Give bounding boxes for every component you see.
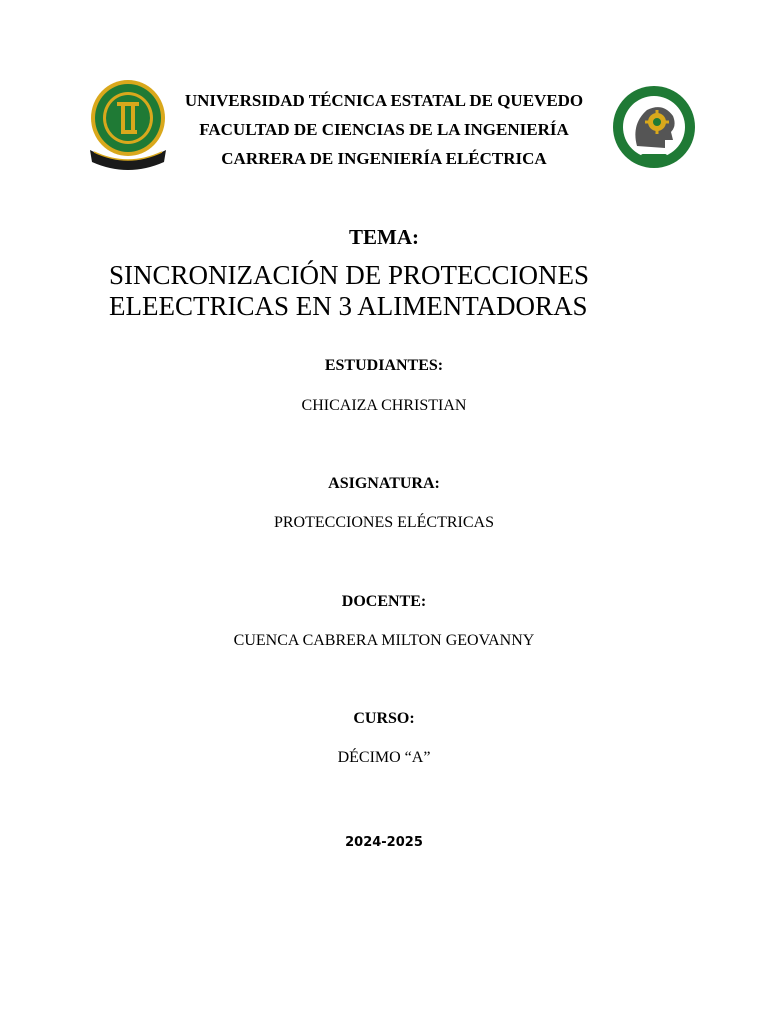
tema-title (109, 260, 729, 322)
asignatura-value: PROTECCIONES ELÉCTRICAS (273, 514, 494, 531)
curso-label: CURSO: (353, 710, 415, 727)
document-header (0, 78, 768, 178)
asignatura-label: ASIGNATURA: (328, 475, 440, 492)
docente-label: DOCENTE: (341, 593, 427, 610)
academic-year: 2024-2025 (345, 835, 423, 850)
faculty-name: FACULTAD DE CIENCIAS DE LA INGENIERÍA (199, 120, 569, 139)
estudiantes-value: CHICAIZA CHRISTIAN (301, 397, 467, 414)
career-name: CARRERA DE INGENIERÍA ELÉCTRICA (221, 149, 547, 168)
tema-label: TEMA: (349, 225, 419, 249)
university-name: UNIVERSIDAD TÉCNICA ESTATAL DE QUEVEDO (184, 91, 584, 110)
tema-title-line1: SINCRONIZACIÓN DE PROTECCIONES (109, 260, 590, 290)
institution-block (170, 86, 598, 173)
estudiantes-label: ESTUDIANTES: (324, 357, 444, 374)
tema-title-line2: ELEECTRICAS EN 3 ALIMENTADORAS (109, 291, 588, 321)
university-seal-icon (86, 78, 170, 170)
curso-value: DÉCIMO “A” (337, 749, 431, 766)
faculty-engineering-logo-icon (611, 84, 697, 170)
docente-value: CUENCA CABRERA MILTON GEOVANNY (233, 632, 535, 649)
